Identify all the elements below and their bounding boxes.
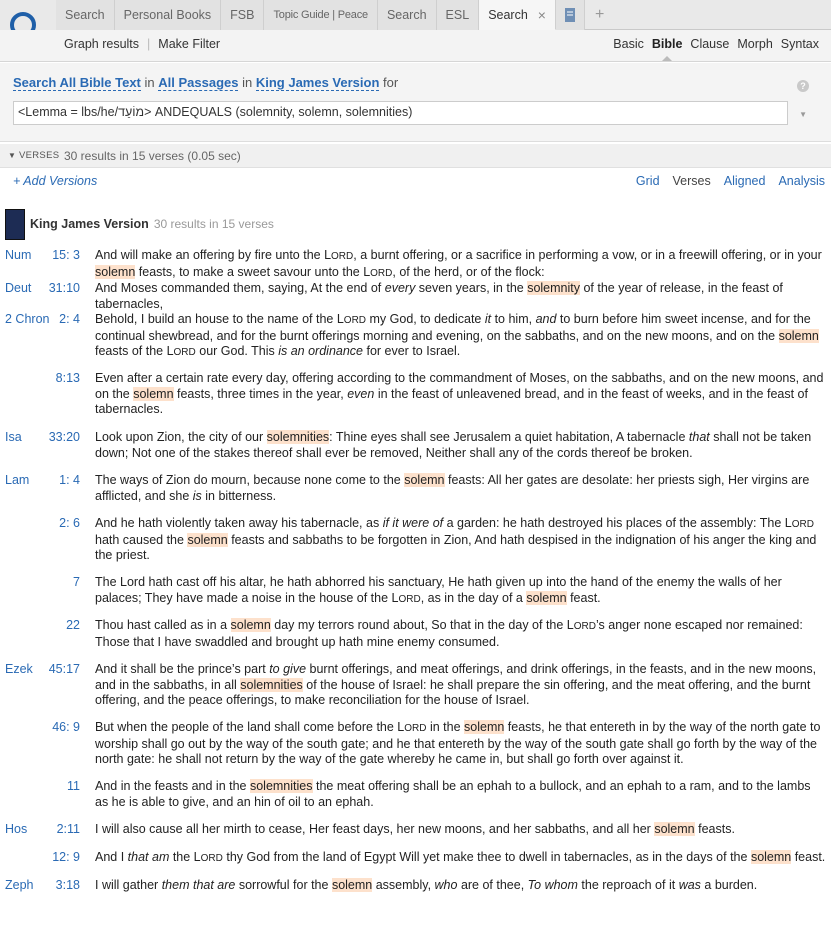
verse-results-list (0, 248, 831, 906)
help-icon[interactable]: ? (797, 80, 809, 92)
results-label: VERSES (19, 150, 60, 161)
search-toolbar (0, 30, 831, 62)
verse-row (0, 516, 831, 575)
verse-row (0, 822, 831, 850)
search-hit-highlight[interactable]: solemn (95, 264, 136, 279)
search-hit-highlight[interactable]: solemnity (527, 281, 580, 295)
graph-results-button[interactable]: Graph results (64, 37, 140, 51)
version-result-count: 30 results in 15 verses (153, 217, 274, 231)
tab-1[interactable] (115, 0, 222, 30)
scope-in-text-2: in (242, 75, 253, 90)
tab-label: Search (488, 7, 528, 22)
toolbar-separator: | (147, 37, 151, 51)
version-link[interactable]: King James Version (255, 75, 380, 90)
search-hit-highlight[interactable]: solemn (654, 822, 695, 836)
verse-reference-link[interactable]: 2: 4 (59, 312, 80, 326)
bookmark-icon (564, 8, 576, 22)
verse-reference-link[interactable]: 45:17 (48, 662, 80, 676)
verse-row (0, 430, 831, 473)
verse-row (0, 575, 831, 618)
verse-text[interactable]: Even after a certain rate every day, offering according to the commandment of Moses, on the sabbaths, and on the new moons, and on the solemn feasts, three times in the year, even in the feast of unleavened bread, and in the feast of weeks, and in the feast of tabernacles. (95, 371, 824, 416)
tab-label: Search (65, 8, 105, 22)
search-hit-highlight[interactable]: solemn (230, 618, 271, 632)
search-query-input[interactable]: <Lemma = lbs/he/מוֹעֵד> ANDEQUALS (solemnity, solemn, solemnities) (13, 101, 788, 125)
search-panel (0, 63, 831, 142)
verse-book-link[interactable]: Deut (5, 281, 32, 295)
tab-label: ESL (445, 8, 470, 22)
search-hit-highlight[interactable]: solemn (404, 473, 445, 487)
search-all-bible-text-link[interactable]: Search All Bible Text (13, 75, 141, 90)
verse-row (0, 248, 831, 281)
verse-reference-link[interactable]: 12: 9 (52, 850, 80, 864)
verse-book-link[interactable]: Ezek (5, 662, 33, 676)
search-hit-highlight[interactable]: solemnities (240, 677, 303, 692)
view-analysis[interactable]: Analysis (778, 174, 825, 188)
verse-text[interactable]: The Lord hath cast off his altar, he hath abhorred his sanctuary, He hath given up into the hand of the enemy the walls of her palaces; They have made a noise in the house of the LORD, as in the day of a solemn feast. (95, 575, 782, 605)
search-hit-highlight[interactable]: solemnities (266, 430, 330, 444)
verse-row (0, 662, 831, 720)
verse-text[interactable]: Thou hast called as in a solemn day my terrors round about, So that in the day of the LORD’s anger none escaped nor remained: Those that I have swaddled and brought up hath mine enemy consumed. (95, 618, 803, 649)
verse-book-link[interactable]: Zeph (5, 878, 34, 892)
verse-row (0, 618, 831, 662)
tab-2[interactable] (221, 0, 264, 30)
tab-label: Personal Books (123, 8, 212, 22)
results-header[interactable] (0, 144, 831, 168)
tab-label: FSB (230, 8, 255, 22)
version-name[interactable]: King James Version (30, 217, 149, 231)
close-icon[interactable]: × (537, 6, 546, 23)
verse-text[interactable]: I will gather them that are sorrowful for the solemn assembly, who are of thee, To whom the reproach of it was a burden. (95, 878, 758, 892)
verse-reference-link[interactable]: 2: 6 (59, 516, 80, 530)
view-verses[interactable]: Verses (672, 174, 711, 188)
view-grid[interactable]: Grid (635, 174, 660, 188)
tab-label: Topic Guide | Peace (273, 9, 368, 21)
search-hit-highlight[interactable]: solemn (778, 328, 819, 343)
tab-5[interactable] (437, 0, 480, 30)
search-hit-highlight[interactable]: solemnities (249, 779, 313, 793)
verse-reference-link[interactable]: 8:13 (55, 371, 80, 385)
verse-reference-link[interactable]: 15: 3 (52, 248, 80, 262)
verse-reference-link[interactable]: 1: 4 (59, 473, 80, 487)
mode-basic[interactable]: Basic (613, 37, 644, 51)
verse-row (0, 720, 831, 779)
verse-text[interactable]: And he hath violently taken away his tabernacle, as if it were of a garden: he hath destroyed his places of the assembly: The LORD hath caused the solemn feasts and sabbaths to be forgotten in Zion, And hath despised in the indignation of his anger the king and the priest. (95, 516, 817, 562)
verse-row (0, 850, 831, 878)
bookmark-tab[interactable] (556, 0, 585, 30)
new-tab-button[interactable]: + (594, 6, 605, 23)
search-hit-highlight[interactable]: solemn (526, 590, 567, 605)
tab-6[interactable] (479, 0, 556, 30)
verse-reference-link[interactable]: 31:10 (48, 281, 80, 295)
verse-reference-link[interactable]: 3:18 (55, 878, 80, 892)
scope-in-text: in (144, 75, 155, 90)
verse-reference-link[interactable]: 46: 9 (52, 720, 80, 734)
verse-text[interactable]: And Moses commanded them, saying, At the end of every seven years, in the solemnity of the year of release, in the feast of tabernacles, (95, 281, 783, 311)
collapse-triangle-icon[interactable]: ▼ (8, 151, 16, 160)
search-hit-highlight[interactable]: solemn (750, 850, 792, 864)
add-versions-link[interactable]: + Add Versions (13, 174, 98, 188)
verse-text[interactable]: But when the people of the land shall come before the LORD in the solemn feasts, he that entereth in by the way of the north gate to worship shall go out by the way of the south gate; and he that entereth by the way of the south gate shall go forth by the way of the north gate: he shall not return by the way of the gate whereby he came in, but shall go forth over against it. (95, 720, 821, 766)
verse-reference-link[interactable]: 22 (66, 618, 80, 632)
verse-reference-link[interactable]: 2:11 (56, 822, 80, 836)
search-scope (13, 75, 398, 90)
tab-label: Search (386, 8, 427, 22)
tab-3[interactable] (264, 0, 377, 30)
verse-book-link[interactable]: Num (5, 248, 32, 262)
verse-row (0, 281, 831, 312)
tab-strip (56, 0, 614, 30)
search-hit-highlight[interactable]: solemn (464, 720, 505, 734)
search-hit-highlight[interactable]: solemn (187, 532, 228, 547)
verse-row (0, 371, 831, 430)
query-dropdown-icon[interactable]: ▼ (799, 110, 807, 119)
make-filter-button[interactable]: Make Filter (158, 37, 221, 51)
results-count: 30 results in 15 verses (0.05 sec) (64, 149, 241, 163)
mode-bible[interactable]: Bible (651, 37, 683, 51)
mode-clause[interactable]: Clause (690, 37, 730, 51)
verse-reference-link[interactable]: 11 (67, 779, 80, 793)
mode-syntax[interactable]: Syntax (780, 37, 819, 51)
scope-for-text: for (383, 75, 399, 90)
verse-text[interactable]: And I that am the LORD thy God from the land of Egypt Will yet make thee to dwell in tabernacles, as in the days of the solemn feast. (95, 850, 826, 864)
verse-text[interactable]: And in the feasts and in the solemnities the meat offering shall be an ephah to a bullock, and an ephah to a ram, and to the lambs as he is able to give, and an hin of oil to an ephah. (95, 779, 811, 809)
verse-book-link[interactable]: Isa (5, 430, 22, 444)
verse-text[interactable]: And it shall be the prince’s part to give burnt offerings, and meat offerings, and drink offerings, in the feasts, and in the new moons, and in the sabbaths, in all solemnities of the house of Israel: he shall prepare the sin offering, and the meat offering, and the burnt offering, and the peace offerings, to make reconciliation for the house of Israel. (95, 662, 817, 707)
search-hit-highlight[interactable]: solemn (331, 878, 373, 892)
mode-morph[interactable]: Morph (737, 37, 773, 51)
book-cover-icon (5, 209, 25, 240)
tab-4[interactable] (378, 0, 437, 30)
tab-bar (0, 0, 831, 30)
all-passages-link[interactable]: All Passages (158, 75, 239, 90)
verse-text[interactable]: The ways of Zion do mourn, because none come to the solemn feasts: All her gates are desolate: her priests sigh, Her virgins are afflicted, and she is in bitterness. (95, 473, 810, 503)
verse-row (0, 779, 831, 822)
verse-book-link[interactable]: Hos (5, 822, 28, 836)
view-switcher (636, 174, 825, 188)
verse-text[interactable]: Look upon Zion, the city of our solemnities: Thine eyes shall see Jerusalem a quiet habitation, A tabernacle that shall not be taken down; Not one of the stakes thereof shall ever be removed, Neither shall any of the cords thereof be broken. (95, 430, 812, 460)
verse-text[interactable]: And will make an offering by fire unto the LORD, a burnt offering, or a sacrifice in performing a vow, or in a freewill offering, or in your solemn feasts, to make a sweet savour unto the LORD, of the herd, or of the flock: (95, 248, 822, 279)
verse-reference-link[interactable]: 7 (73, 575, 80, 589)
verse-row (0, 473, 831, 516)
version-header (5, 208, 274, 240)
verse-text[interactable]: Behold, I build an house to the name of the LORD my God, to dedicate it to him, and to burn before him sweet incense, and for the continual shewbread, and for the burnt offerings morning and evening, on the sabbaths, and on the new moons, and on the solemn feasts of the LORD our God. This is an ordinance for ever to Israel. (95, 312, 819, 358)
verse-reference-link[interactable]: 33:20 (48, 430, 80, 444)
verse-book-link[interactable]: Lam (5, 473, 30, 487)
tab-0[interactable] (56, 0, 115, 30)
verse-book-link[interactable]: 2 Chron (5, 312, 50, 326)
view-aligned[interactable]: Aligned (723, 174, 766, 188)
search-mode-tabs (613, 37, 819, 51)
search-hit-highlight[interactable]: solemn (133, 386, 174, 401)
verse-text[interactable]: I will also cause all her mirth to cease, Her feast days, her new moons, and her sabbaths, and all her solemn feasts. (95, 822, 735, 836)
verse-row (0, 312, 831, 371)
verse-row (0, 878, 831, 906)
